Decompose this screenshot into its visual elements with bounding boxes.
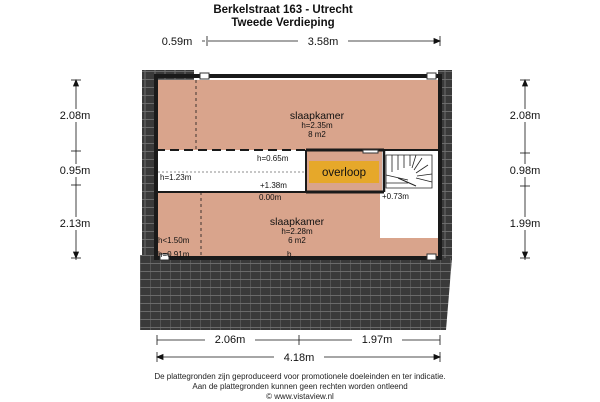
dim-left-middle: 0.95m <box>59 165 91 177</box>
height-mark: +0.73m <box>382 192 409 201</box>
footer-disclaimer <box>0 372 600 402</box>
height-mark: b.. <box>287 250 296 259</box>
left-top-sloped <box>158 80 196 150</box>
room-bottom-name: slaapkamer <box>269 216 325 228</box>
plan-title: Berkelstraat 163 - Utrecht <box>213 4 353 16</box>
room-bottom-height: h=2.28m <box>281 227 313 236</box>
footer-line-1: De plattegronden zijn geproduceerd voor promotionele doeleinden en ter indicatie. <box>154 372 446 381</box>
dim-right-lower: 1.99m <box>509 218 541 230</box>
height-mark: h<1.50m <box>158 236 190 245</box>
height-mark: h=0.91m <box>158 250 190 259</box>
room-bottom-right <box>380 238 438 256</box>
dim-top-right: 3.58m <box>307 36 339 48</box>
height-mark: h=0.65m <box>257 154 289 163</box>
height-mark: 0.00m <box>259 193 282 202</box>
room-top-name: slaapkamer <box>289 110 345 122</box>
dim-left-lower: 2.13m <box>59 218 91 230</box>
height-mark: +1.38m <box>260 181 287 190</box>
footer-copyright: © www.vistaview.nl <box>266 392 334 401</box>
dim-right-middle: 0.98m <box>509 165 541 177</box>
landing-label: overloop <box>321 167 367 179</box>
dim-bottom-right: 1.97m <box>361 334 393 346</box>
dim-bottom-left: 2.06m <box>214 334 246 346</box>
plan-subtitle: Tweede Verdieping <box>231 17 335 29</box>
room-top-area: 8 m2 <box>308 130 326 139</box>
dim-right-upper: 2.08m <box>509 110 541 122</box>
dim-left-upper: 2.08m <box>59 110 91 122</box>
dim-top-left: 0.59m <box>161 36 193 48</box>
room-bottom-area: 6 m2 <box>288 236 306 245</box>
footer-line-2: Aan de plattegronden kunnen geen rechten worden ontleend <box>192 382 408 391</box>
room-top-height: h=2.35m <box>301 121 333 130</box>
dim-bottom-total: 4.18m <box>283 352 315 364</box>
height-mark: h=1.23m <box>160 173 192 182</box>
